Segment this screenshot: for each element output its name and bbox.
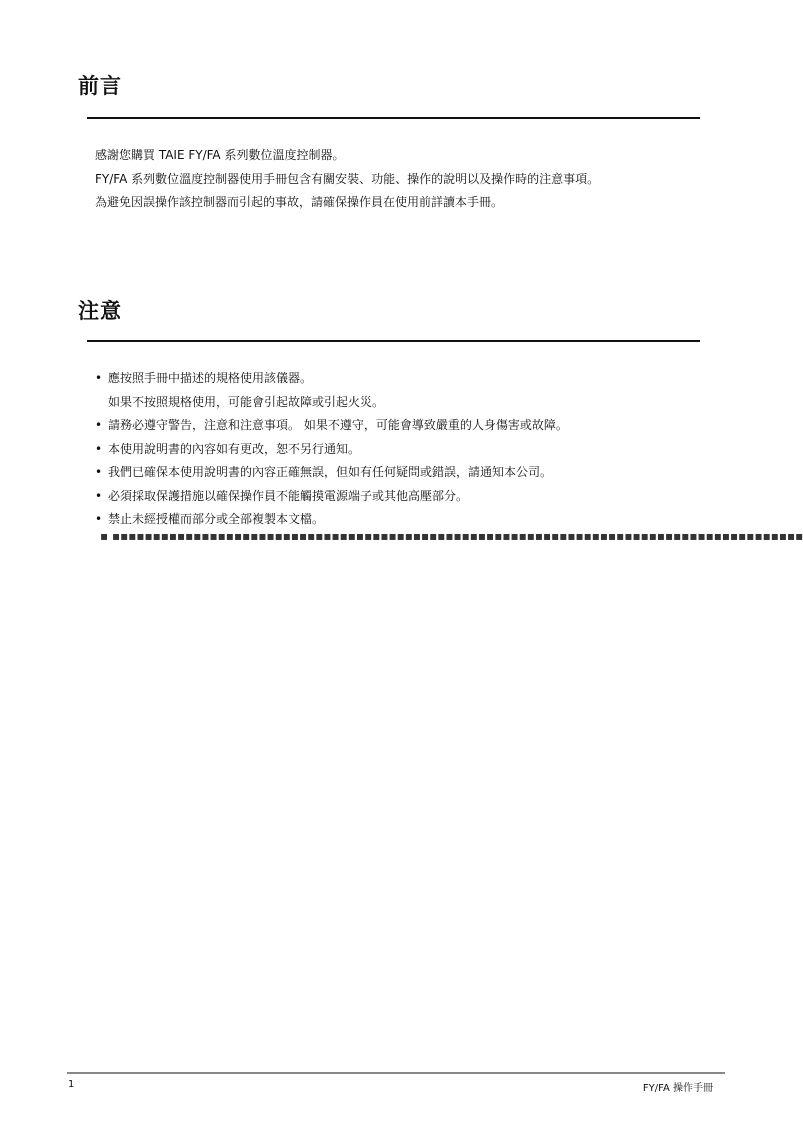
truncated-text-line: ▪ ▪▪▪▪▪▪▪▪▪▪▪▪▪▪▪▪▪▪▪▪▪▪▪▪▪▪▪▪▪▪▪▪▪▪▪▪▪▪▪▪▪▪▪▪▪▪▪▪▪▪▪▪▪▪▪▪▪▪▪▪▪▪▪▪▪▪▪▪▪▪▪▪▪▪▪▪▪▪▪▪▪▪▪▪▪ <box>100 529 803 543</box>
preface-line: FY/FA 系列數位溫度控制器使用手冊包含有關安裝、功能、操作的說明以及操作時的注意事項。 <box>95 171 600 186</box>
caution-item-continuation: 如果不按照規格使用，可能會引起故障或引起火災。 <box>108 394 385 409</box>
preface-heading: 前言 <box>78 74 122 98</box>
manual-title: FY/FA 操作手冊 <box>642 1083 713 1094</box>
preface-divider <box>87 117 700 119</box>
caution-list <box>95 367 568 532</box>
footer-divider <box>67 1072 725 1074</box>
caution-item: • 應按照手冊中描述的規格使用該儀器。 <box>95 367 568 391</box>
caution-divider <box>87 340 700 342</box>
preface-body <box>95 144 599 215</box>
page-number: 1 <box>68 1079 75 1090</box>
caution-item: • 禁止未經授權而部分或全部複製本文檔。 <box>95 508 568 532</box>
caution-heading: 注意 <box>78 299 122 323</box>
caution-item: • 本使用說明書的內容如有更改，恕不另行通知。 <box>95 438 568 462</box>
caution-item: • 我們已確保本使用說明書的內容正確無誤，但如有任何疑問或錯誤，請通知本公司。 <box>95 461 568 485</box>
preface-line: 為避免因誤操作該控制器而引起的事故，請確保操作員在使用前詳讀本手冊。 <box>95 195 504 209</box>
caution-item: • 請務必遵守警告，注意和注意事項。 如果不遵守，可能會導致嚴重的人身傷害或故障。 <box>95 414 568 438</box>
caution-item: • 必須採取保護措施以確保操作員不能觸摸電源端子或其他高壓部分。 <box>95 485 568 509</box>
preface-line: 感謝您購買 TAIE FY/FA 系列數位溫度控制器。 <box>95 148 345 162</box>
